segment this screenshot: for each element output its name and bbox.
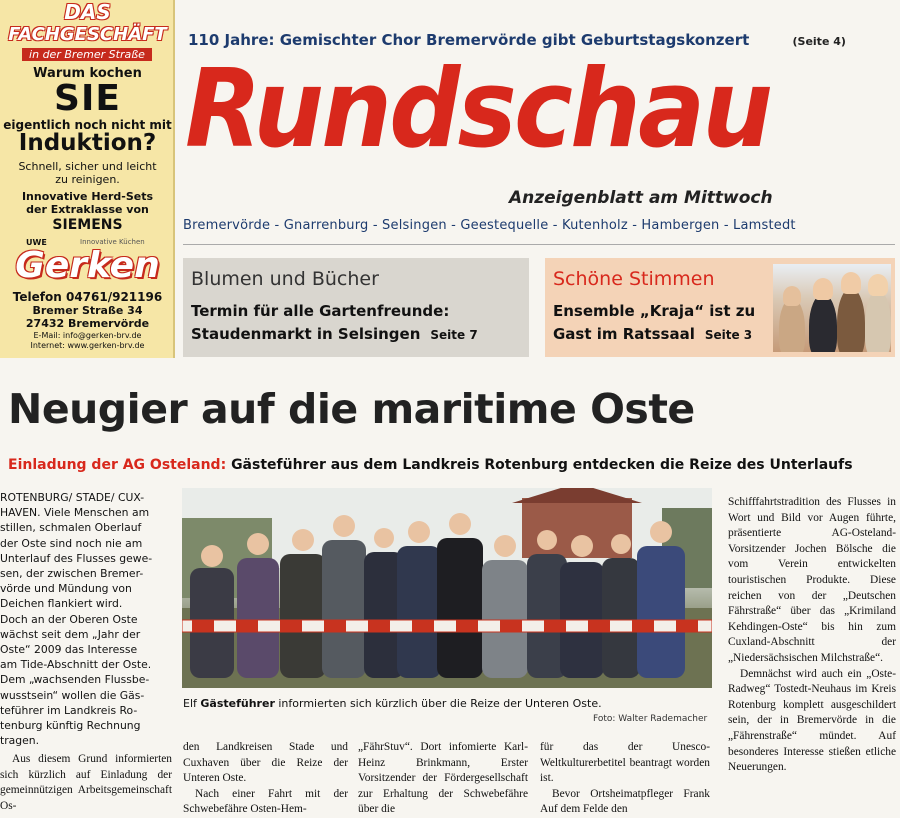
ad-website: Internet: www.gerken-brv.de: [30, 341, 145, 350]
column-line: Oste“ 2009 das Interesse: [0, 643, 138, 657]
ad-line: Innovative Herd-Sets: [21, 190, 154, 203]
top-teaser-text: Gemischter Chor Bremervörde gibt Geburtstagskonzert: [279, 31, 750, 49]
top-teaser-kicker: 110 Jahre:: [188, 31, 275, 49]
teaser-kicker: Blumen und Bücher: [191, 268, 379, 290]
ad-phone: Telefon 04761/921196: [12, 290, 163, 304]
gerken-logo: Gerken: [15, 245, 160, 286]
ad-line: der Extraklasse von: [26, 203, 149, 216]
ad-owner: UWE: [26, 238, 47, 247]
top-teaser-page: (Seite 4): [792, 35, 846, 48]
column-line: tragen.: [0, 734, 40, 748]
column-paragraph: Nach einer Fahrt mit der Schwebefähre Osten-Hem-: [183, 787, 348, 816]
column-line: am Tide-Abschnitt der Oste.: [0, 658, 152, 672]
article-column-2: [183, 740, 348, 818]
group-photo-illustration: [182, 488, 712, 688]
deck-kicker: Einladung der AG Osteland:: [8, 457, 227, 473]
ad-city: 27432 Bremervörde: [25, 317, 150, 330]
ad-line: eigentlich noch nicht mit: [3, 118, 172, 132]
ad-line: Induktion?: [18, 130, 157, 156]
article-deck: [8, 457, 853, 473]
siemens-logo: SIEMENS: [52, 217, 123, 233]
column-paragraph: den Landkreisen Stade und Cuxhaven über die Reize der Unteren Oste.: [183, 741, 348, 785]
column-line: teführer im Landkreis Ro-: [0, 703, 138, 717]
teaser-page: Seite 3: [704, 328, 753, 342]
teaser-box-music: [545, 258, 895, 357]
ad-tagline: Innovative Küchen: [80, 238, 145, 246]
ensemble-photo: [773, 264, 891, 352]
column-paragraph: Demnächst wird auch ein „Oste-Radweg“ Tostedt-Neuhaus im Kreis Rotenburg komplett ausgeschildert sein, der in Bremervörde in die „Fährenstraße“ mündet. Auf besonderes Interesse stießen etliche Neuerungen.: [728, 667, 896, 774]
column-paragraph: „FährStuv“. Dort infomierte Karl-Heinz Brinkmann, Erster Vorsitzender der Fördergesellschaft zur Erhaltung der Schwebefähre über die: [358, 741, 528, 816]
deck-text: Gästeführer aus dem Landkreis Rotenburg entdecken die Reize des Unterlaufs: [231, 457, 853, 473]
caption-prefix: Elf: [183, 697, 197, 710]
ad-line: DAS: [64, 0, 111, 24]
teaser-headline: Termin für alle Gartenfreunde:: [191, 302, 450, 320]
column-line: sen, der zwischen Bremer-: [0, 567, 144, 581]
column-line: Dem „wachsenden Flussbe-: [0, 673, 150, 687]
teaser-headline-text: Staudenmarkt in Selsingen: [191, 325, 421, 343]
newspaper-title: Rundschau: [185, 47, 771, 172]
column-line: ROTENBURG/ STADE/ CUX-: [0, 491, 145, 504]
ad-line: in der Bremer Straße: [22, 48, 152, 61]
teaser-headline: Ensemble „Kraja“ ist zu: [553, 302, 756, 320]
ad-line: SIE: [54, 78, 121, 119]
column-line: HAVEN. Viele Menschen am: [0, 506, 150, 520]
column-line: Deichen flankiert wird.: [0, 597, 123, 611]
teaser-headline-text: Gast im Ratssaal: [553, 325, 695, 343]
group-photo: [182, 488, 712, 688]
teaser-headline: [191, 325, 478, 343]
town-list: Bremervörde - Gnarrenburg - Selsingen - Geestequelle - Kutenholz - Hambergen - Lamstedt: [183, 218, 796, 233]
ad-email: E-Mail: info@gerken-brv.de: [33, 331, 142, 340]
column-line: wächst seit dem „Jahr der: [0, 627, 141, 641]
teaser-headline: [553, 325, 752, 343]
column-line: vörde und Mündung von: [0, 582, 132, 596]
column-paragraph: Schifffahrtstradition des Flusses in Wort und Bild vor Augen führte, präsentierte AG-Osteland-Vorsitzender Jochen Bölsche die vom Verein entwickelten touristischen Produkte. Diese reichen von der „Deutschen Fährstraße“ über das „Krimiland Kehdingen-Oste“ bis hin zum Cuxland-Abschnitt der „Niedersächsischen Milchstraße“.: [728, 496, 896, 664]
column-line: Unterlauf des Flusses gewe-: [0, 551, 153, 565]
caption-text: informierten sich kürzlich über die Reize der Unteren Oste.: [278, 697, 602, 710]
column-line: der Oste sind noch nie am: [0, 536, 143, 550]
ad-line: Schnell, sicher und leicht: [18, 160, 157, 173]
column-line: wusstsein“ wollen die Gäs-: [0, 688, 145, 702]
ad-line: Warum kochen: [33, 66, 142, 81]
caption-bold: Gästeführer: [200, 697, 275, 710]
column-line: Doch an der Oberen Oste: [0, 612, 138, 626]
article-column-5: [728, 495, 896, 776]
article-headline: Neugier auf die maritime Oste: [8, 385, 695, 433]
teaser-kicker: Schöne Stimmen: [553, 268, 715, 290]
photo-caption: [183, 697, 602, 710]
ad-line: FACHGESCHÄFT: [8, 24, 167, 45]
article-column-1: [0, 490, 172, 748]
teaser-box-gardening: [183, 258, 529, 357]
ad-line: zu reinigen.: [55, 173, 120, 186]
newspaper-subtitle: Anzeigenblatt am Mittwoch: [509, 188, 773, 208]
article-column-3: [358, 740, 528, 818]
divider: [183, 244, 895, 245]
column-line: stillen, schmalen Oberlauf: [0, 521, 142, 535]
article-column-4: [540, 740, 710, 818]
photo-credit: Foto: Walter Rademacher: [593, 714, 708, 724]
ad-street: Bremer Straße 34: [32, 304, 143, 317]
column-paragraph: Bevor Ortsheimatpfleger Frank Auf dem Felde den: [540, 787, 710, 816]
column-paragraph: für das der Unesco-Weltkulturerbetitel beantragt worden ist.: [540, 741, 710, 785]
article-column-1-continued: Aus diesem Grund informierten sich kürzlich auf Einladung der gemeinnützigen Arbeitsgemeinschaft Os-: [0, 753, 172, 812]
column-line: tenburg künftig Rechnung: [0, 719, 141, 733]
teaser-page: Seite 7: [430, 328, 478, 342]
gerken-advertisement: [0, 0, 175, 358]
